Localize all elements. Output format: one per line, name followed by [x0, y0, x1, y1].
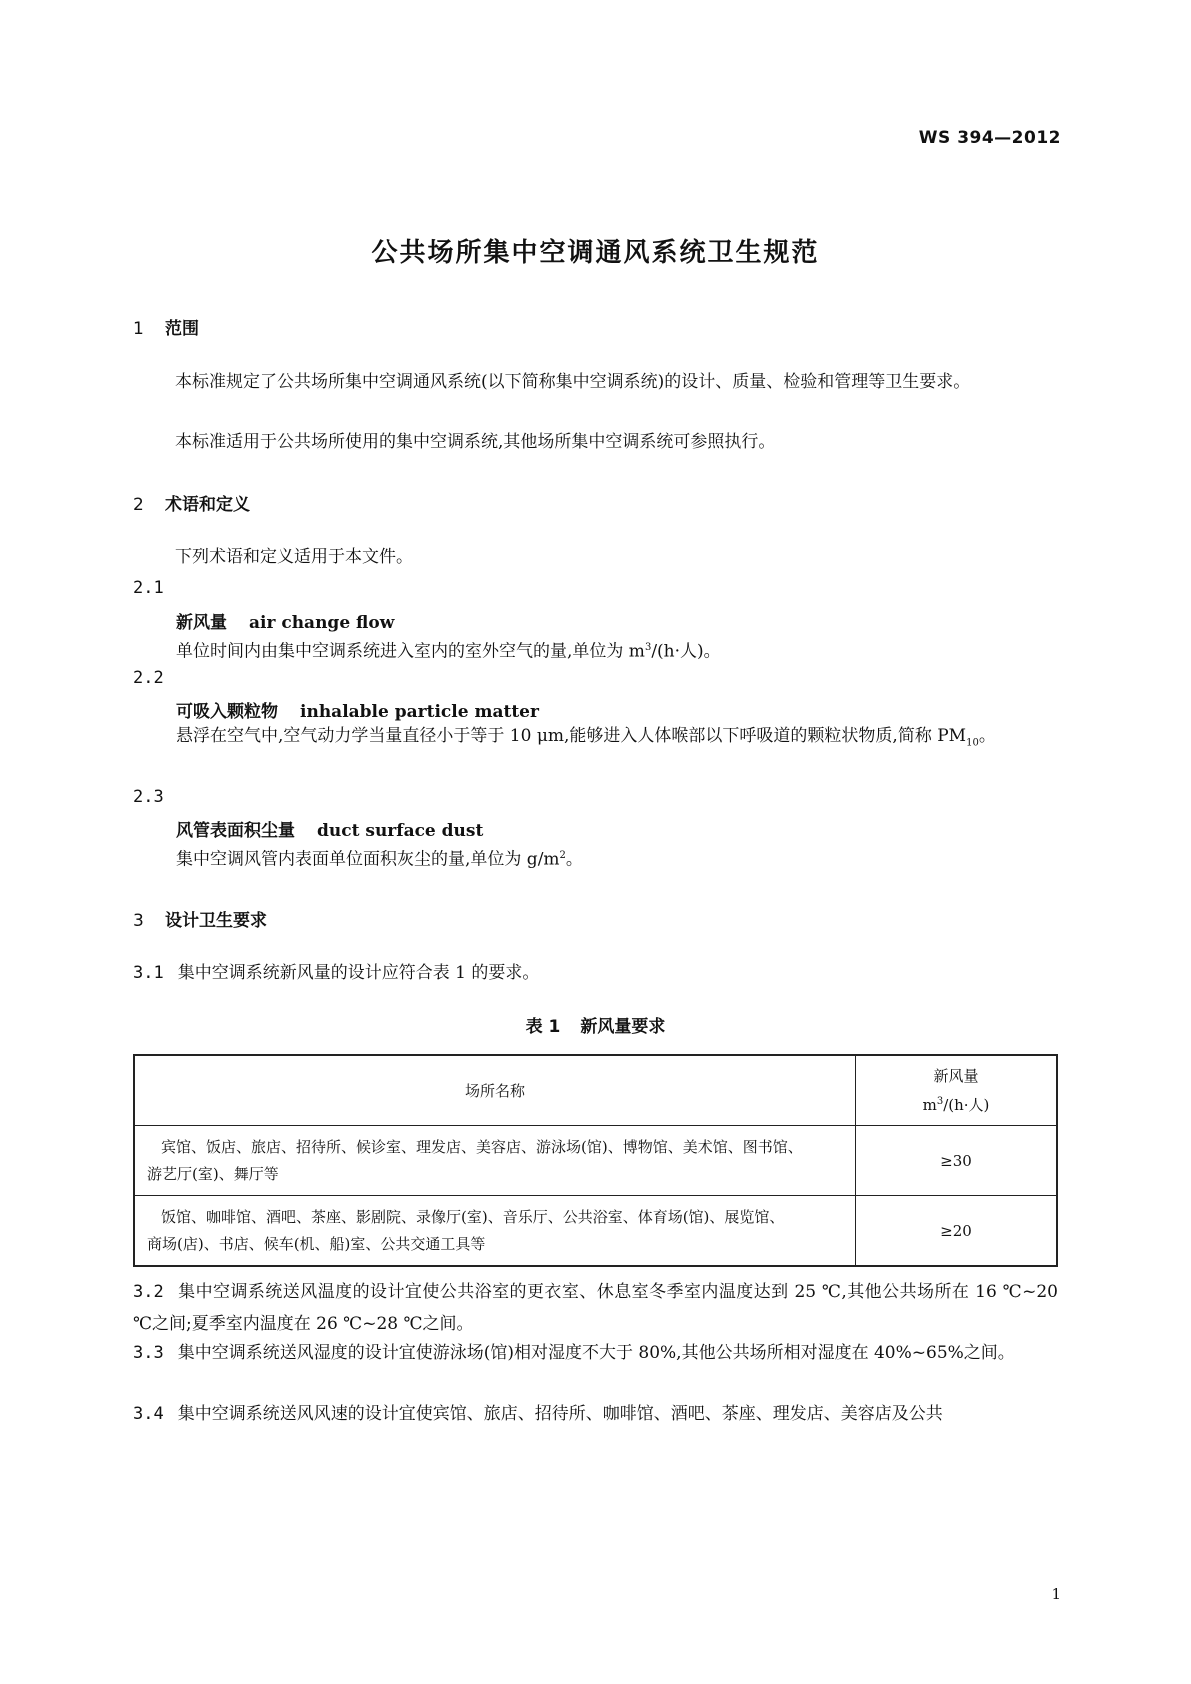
- term-entry: [176, 697, 539, 722]
- table-label: 表 1: [525, 1017, 561, 1037]
- term-entry: [176, 608, 394, 633]
- term-chinese: 风管表面积尘量: [176, 821, 295, 841]
- page-number: 1: [1051, 1585, 1061, 1603]
- term-chinese: 可吸入颗粒物: [176, 702, 278, 722]
- place-cell: [134, 1196, 856, 1267]
- clause-number: 3.1: [133, 963, 164, 983]
- clause-3-4: [133, 1398, 1058, 1430]
- term-entry: [176, 816, 483, 841]
- clause-3-1: [133, 957, 1058, 989]
- table-row: [134, 1196, 1057, 1267]
- column-header-line1: 新风量: [933, 1067, 979, 1085]
- section-number: 1: [133, 319, 144, 339]
- definition-text: 悬浮在空气中,空气动力学当量直径小于等于 10 μm,能够进入人体喉部以下呼吸道的颗粒状物质,简称 PM: [176, 726, 967, 746]
- column-header-unit: [856, 1089, 1056, 1118]
- unit-rest: /(h·人): [943, 1096, 990, 1114]
- subscript: 10: [966, 737, 979, 749]
- definition-text: 集中空调风管内表面单位面积灰尘的量,单位为 g/m: [176, 849, 560, 870]
- clause-text: 集中空调系统新风量的设计应符合表 1 的要求。: [177, 963, 540, 983]
- superscript: 2: [559, 850, 566, 861]
- standard-code: WS 394—2012: [918, 128, 1061, 148]
- definition-text-end: 。: [978, 726, 996, 746]
- fresh-air-table: [133, 1054, 1058, 1267]
- place-line: 游艺厅(室)、舞厅等: [147, 1164, 279, 1183]
- term-definition: [133, 720, 1058, 759]
- clause-number: 3.3: [133, 1343, 164, 1363]
- value-cell: ≥20: [856, 1196, 1058, 1267]
- term-english: inhalable particle matter: [300, 702, 539, 722]
- clause-text: 集中空调系统送风风速的设计宜使宾馆、旅店、招待所、咖啡馆、酒吧、茶座、理发店、美容店及公共: [177, 1404, 943, 1424]
- table-row: [134, 1126, 1057, 1196]
- column-header-place: 场所名称: [134, 1055, 856, 1126]
- unit-superscript: 3: [936, 1096, 944, 1107]
- section-1-heading: [133, 314, 199, 339]
- clause-number: 3.2: [133, 1282, 164, 1302]
- term-definition: [176, 632, 1058, 668]
- section-2-heading: [133, 490, 250, 515]
- definition-text-end: 。: [565, 849, 583, 870]
- scope-paragraph-2: 本标准适用于公共场所使用的集中空调系统,其他场所集中空调系统可参照执行。: [175, 432, 776, 452]
- place-cell: [134, 1126, 856, 1196]
- superscript: 3: [644, 642, 652, 653]
- document-title: 公共场所集中空调通风系统卫生规范: [371, 238, 820, 268]
- term-english: air change flow: [249, 613, 395, 633]
- clause-text: 集中空调系统送风湿度的设计宜使游泳场(馆)相对湿度不大于 80%,其他公共场所相对湿度在 40%~65%之间。: [177, 1343, 1015, 1363]
- table-header-row: [134, 1055, 1057, 1126]
- clause-3-2: [133, 1276, 1058, 1340]
- column-header-fresh-air: [856, 1055, 1058, 1126]
- clause-3-3: [133, 1337, 1058, 1369]
- term-english: duct surface dust: [317, 821, 484, 841]
- section-title: 术语和定义: [165, 495, 250, 515]
- section-3-heading: [133, 906, 267, 931]
- section-number: 2: [133, 495, 144, 515]
- clause-text: 集中空调系统送风温度的设计宜使公共浴室的更衣室、休息室冬季室内温度达到 25 ℃,其他公共场所在 16 ℃~20 ℃之间;夏季室内温度在 26 ℃~28 ℃之间。: [133, 1282, 1058, 1334]
- section-number: 3: [133, 911, 144, 931]
- section-title: 设计卫生要求: [165, 911, 267, 931]
- clause-number: 2.1: [133, 578, 164, 598]
- place-line: 商场(店)、书店、候车(机、船)室、公共交通工具等: [147, 1234, 486, 1253]
- clause-number: 2.3: [133, 787, 164, 807]
- terms-intro: 下列术语和定义适用于本文件。: [175, 547, 413, 567]
- clause-number: 3.4: [133, 1404, 164, 1424]
- table-title: [0, 1012, 1191, 1037]
- place-line: 饭馆、咖啡馆、酒吧、茶座、影剧院、录像厅(室)、音乐厅、公共浴室、体育场(馆)、展览馆、: [161, 1207, 785, 1226]
- table-name: 新风量要求: [580, 1017, 666, 1037]
- place-line: 宾馆、饭店、旅店、招待所、候诊室、理发店、美容店、游泳场(馆)、博物馆、美术馆、图书馆、: [161, 1137, 803, 1156]
- scope-paragraph-1: 本标准规定了公共场所集中空调通风系统(以下简称集中空调系统)的设计、质量、检验和管理等卫生要求。: [175, 372, 971, 392]
- term-chinese: 新风量: [176, 613, 227, 633]
- value-cell: ≥30: [856, 1126, 1058, 1196]
- definition-text-end: /(h·人)。: [651, 641, 721, 662]
- definition-text: 单位时间内由集中空调系统进入室内的室外空气的量,单位为 m: [176, 641, 645, 662]
- clause-number: 2.2: [133, 668, 164, 688]
- unit-base: m: [922, 1096, 937, 1114]
- section-title: 范围: [165, 319, 199, 339]
- term-definition: [176, 840, 1058, 876]
